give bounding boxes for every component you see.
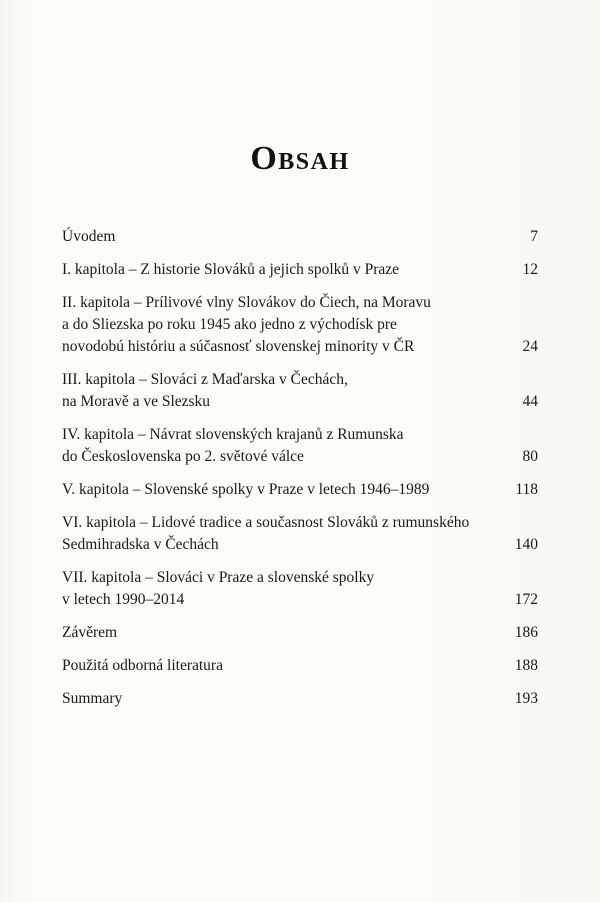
toc-entry (62, 226, 538, 248)
toc-entry (62, 369, 538, 413)
toc-entry-page-number: 44 (522, 393, 538, 410)
toc-entry (62, 688, 538, 710)
toc-entry-title-line: na Moravě a ve Slezsku (62, 393, 211, 410)
toc-entry-title (62, 479, 508, 501)
toc-entry-title-line: Summary (62, 690, 123, 707)
toc-entry-title-line: do Československa po 2. světové válce (62, 448, 304, 465)
toc-entry-title-line: novodobú históriu a súčasnosť slovenskej minority v ČR (62, 338, 415, 355)
toc-entry-page-number: 7 (530, 228, 538, 245)
toc-entry (62, 479, 538, 501)
toc-entry-title-line: VII. kapitola – Slováci v Praze a slovenské spolky (62, 569, 375, 586)
toc-entry-page-number: 193 (514, 690, 538, 707)
toc-entry-title (62, 369, 508, 413)
toc-entry-page-number: 188 (514, 657, 538, 674)
toc-entry-page-number: 186 (514, 624, 538, 641)
toc-entry (62, 567, 538, 611)
toc-entry (62, 512, 538, 556)
toc-entry-title (62, 424, 508, 468)
toc-entry-page-number: 80 (522, 448, 538, 465)
toc-entry-page-number: 140 (514, 536, 538, 553)
toc-entry-title (62, 655, 508, 677)
toc-entry-title (62, 622, 508, 644)
toc-entry-title (62, 292, 508, 358)
toc-entry-title-line: Závěrem (62, 624, 118, 641)
toc-entry-title-line: I. kapitola – Z historie Slováků a jejich spolků v Praze (62, 261, 400, 278)
toc-entry-title (62, 226, 508, 248)
toc-entry-title-line: VI. kapitola – Lidové tradice a současnost Slováků z rumunského (62, 514, 470, 531)
page-title: Obsah (250, 140, 350, 177)
toc-entry (62, 292, 538, 358)
toc-entry-page-number: 12 (522, 261, 538, 278)
toc-entry-title-line: IV. kapitola – Návrat slovenských krajanů z Rumunska (62, 426, 404, 443)
toc-entry-title-line: a do Sliezska po roku 1945 ako jedno z východísk pre (62, 316, 397, 333)
toc-entry-title (62, 259, 508, 281)
toc-entry-title (62, 567, 508, 611)
toc-entry-title-line: Sedmihradska v Čechách (62, 536, 219, 553)
toc-entry-title (62, 688, 508, 710)
toc-entry-page-number: 24 (522, 338, 538, 355)
toc-entry-title-line: Úvodem (62, 228, 116, 245)
toc-entry (62, 622, 538, 644)
toc-entry-title-line: V. kapitola – Slovenské spolky v Praze v letech 1946–1989 (62, 481, 430, 498)
toc-entry-title-line: III. kapitola – Slováci z Maďarska v Čechách, (62, 371, 348, 388)
toc-entry-title-line: Použitá odborná literatura (62, 657, 223, 674)
toc-entry (62, 655, 538, 677)
toc-entry (62, 424, 538, 468)
table-of-contents (62, 226, 538, 710)
toc-entry-title-line: v letech 1990–2014 (62, 591, 185, 608)
toc-entry (62, 259, 538, 281)
toc-entry-title-line: II. kapitola – Prílivové vlny Slovákov do Čiech, na Moravu (62, 294, 431, 311)
toc-entry-title (62, 512, 508, 556)
toc-entry-page-number: 118 (515, 481, 538, 498)
toc-entry-page-number: 172 (514, 591, 538, 608)
